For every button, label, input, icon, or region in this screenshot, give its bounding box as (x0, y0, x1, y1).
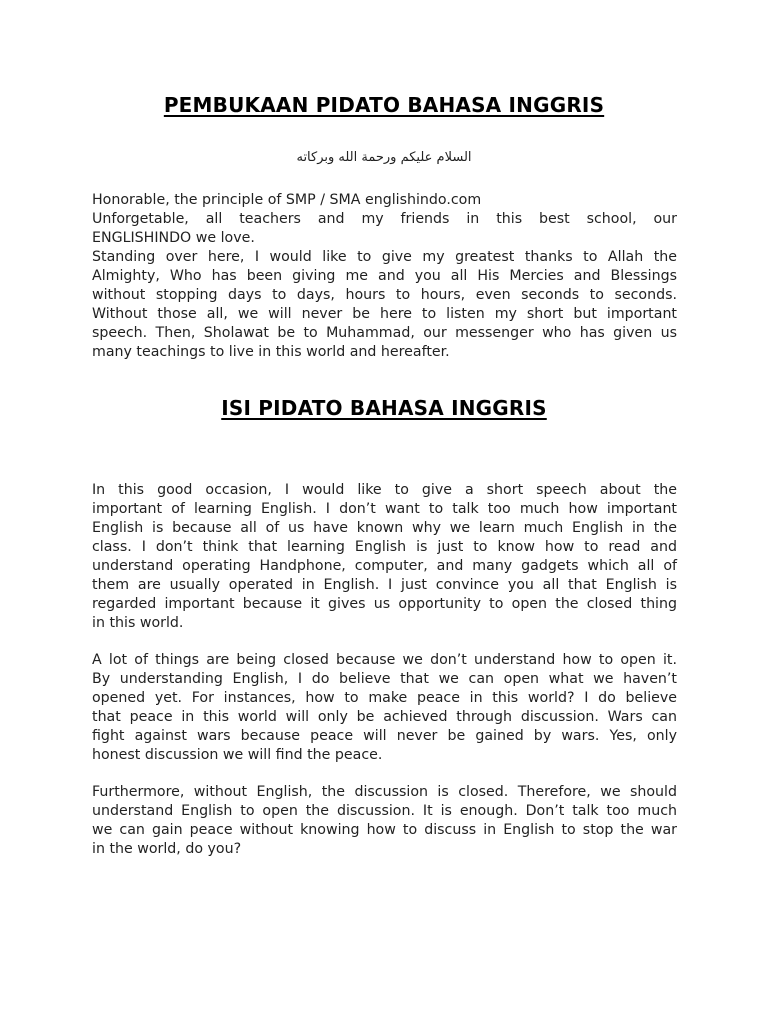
text-line: ENGLISHINDO we love. (92, 230, 255, 246)
text-line: fight against wars because peace will never be gained by wars. Yes, only (92, 728, 677, 744)
text-line: Without those all, we will never be here to listen my short but important (92, 306, 677, 322)
text-line: Honorable, the principle of SMP / SMA englishindo.com (92, 192, 482, 208)
text-line: speech. Then, Sholawat be to Muhammad, our messenger who has given us (92, 325, 677, 341)
opening-paragraph (92, 191, 677, 362)
text-line: understand English to open the discussion. It is enough. Don’t talk too much (92, 803, 677, 819)
body-paragraph-3 (92, 783, 677, 859)
text-line: understand operating Handphone, computer, and many gadgets which all of (92, 558, 677, 574)
body-paragraph-1 (92, 481, 677, 633)
text-line: opened yet. For instances, how to make peace in this world? I do believe (92, 690, 677, 706)
heading-isi-text: ISI PIDATO BAHASA INGGRIS (221, 396, 547, 420)
heading-pembukaan (0, 93, 768, 117)
text-line: In this good occasion, I would like to give a short speech about the (92, 482, 677, 498)
text-line: English is because all of us have known why we learn much English in the (92, 520, 677, 536)
text-line: honest discussion we will find the peace. (92, 747, 383, 763)
text-line: Furthermore, without English, the discussion is closed. Therefore, we should (92, 784, 677, 800)
body-paragraph-2 (92, 651, 677, 765)
heading-pembukaan-text: PEMBUKAAN PIDATO BAHASA INGGRIS (163, 93, 605, 117)
text-line: class. I don’t think that learning English is just to know how to read and (92, 539, 677, 555)
text-line: without stopping days to days, hours to hours, even seconds to seconds. (92, 287, 677, 303)
heading-isi (0, 396, 768, 420)
arabic-greeting: السلام عليكم ورحمة الله وبركاته (296, 150, 472, 165)
text-line: Unforgetable, all teachers and my friends in this best school, our (92, 211, 677, 227)
text-line: A lot of things are being closed because we don’t understand how to open it. (92, 652, 677, 668)
text-line: many teachings to live in this world and hereafter. (92, 344, 450, 360)
text-line: Standing over here, I would like to give my greatest thanks to Allah the (92, 249, 677, 265)
text-line: By understanding English, I do believe that we can open what we haven’t (92, 671, 677, 687)
text-line: important of learning English. I don’t want to talk too much how important (92, 501, 677, 517)
text-line: in this world. (92, 615, 184, 631)
text-line: we can gain peace without knowing how to discuss in English to stop the war (92, 822, 677, 838)
text-line: in the world, do you? (92, 841, 242, 857)
text-line: them are usually operated in English. I just convince you all that English is (92, 577, 677, 593)
text-line: Almighty, Who has been giving me and you all His Mercies and Blessings (92, 268, 677, 284)
text-line: that peace in this world will only be achieved through discussion. Wars can (92, 709, 677, 725)
text-line: regarded important because it gives us opportunity to open the closed thing (92, 596, 677, 612)
